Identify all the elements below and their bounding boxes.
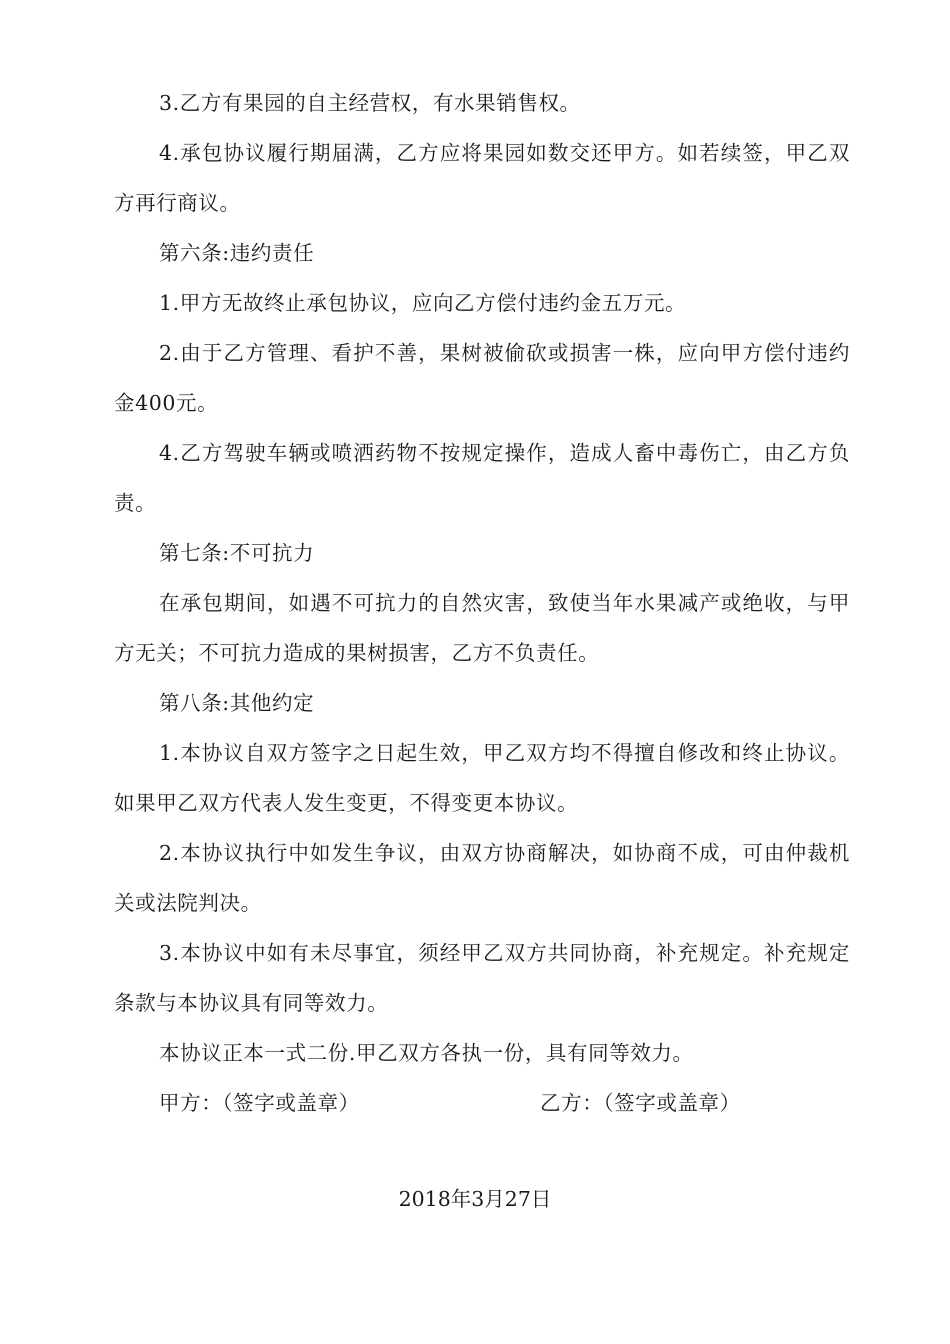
clause-8-1: 1.本协议自双方签字之日起生效，甲乙双方均不得擅自修改和终止协议。如果甲乙双方代表人发生变更，不得变更本协议。 [114,741,850,815]
clause-8-3: 3.本协议中如有未尽事宜，须经甲乙双方共同协商，补充规定。补充规定条款与本协议具有同等效力。 [114,941,850,1015]
clause-6-4: 4.乙方驾驶车辆或喷洒药物不按规定操作，造成人畜中毒伤亡，由乙方负责。 [114,441,850,515]
article-7-heading: 第七条:不可抗力 [159,541,315,565]
document-date: 2018年3月27日 [398,1187,552,1211]
article-8-heading: 第八条:其他约定 [159,691,315,715]
clause-5-4: 4.承包协议履行期届满，乙方应将果园如数交还甲方。如若续签，甲乙双方再行商议。 [114,141,850,215]
clause-6-2: 2.由于乙方管理、看护不善，果树被偷砍或损害一株，应向甲方偿付违约金400元。 [114,341,850,415]
clause-7-body: 在承包期间，如遇不可抗力的自然灾害，致使当年水果减产或绝收，与甲方无关；不可抗力造成的果树损害，乙方不负责任。 [114,591,850,665]
clause-6-1: 1.甲方无故终止承包协议，应向乙方偿付违约金五万元。 [159,291,687,315]
clause-5-3: 3.乙方有果园的自主经营权，有水果销售权。 [159,91,581,115]
article-6-heading: 第六条:违约责任 [159,241,315,265]
party-a-signature: 甲方：（签字或盖章） [159,1091,360,1115]
copies-statement: 本协议正本一式二份.甲乙双方各执一份，具有同等效力。 [159,1041,694,1065]
party-b-signature: 乙方：（签字或盖章） [540,1091,741,1115]
signature-row [114,1078,850,1128]
document-body [114,78,850,1128]
clause-8-2: 2.本协议执行中如发生争议，由双方协商解决，如协商不成，可由仲裁机关或法院判决。 [114,841,850,915]
